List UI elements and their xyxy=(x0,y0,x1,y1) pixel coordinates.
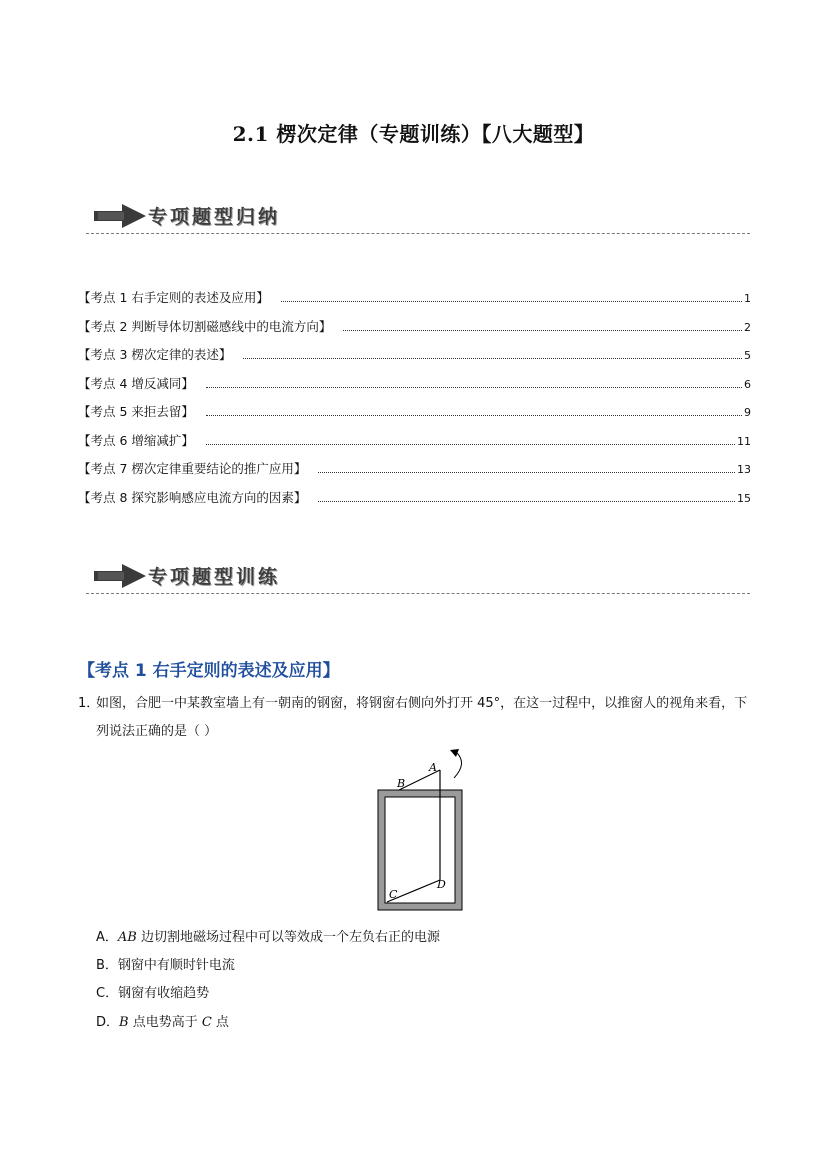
option-text: 点电势高于 xyxy=(128,1015,202,1030)
label-a: A xyxy=(429,761,437,774)
label-c: C xyxy=(389,888,398,901)
training-banner-text: 专项题型训练 xyxy=(148,566,281,588)
toc-item[interactable] xyxy=(78,488,751,517)
arrow-right-icon xyxy=(94,564,146,588)
toc-item-page: 9 xyxy=(744,406,751,419)
option-text: 钢窗中有顺时针电流 xyxy=(117,958,235,973)
toc-item-page: 2 xyxy=(744,320,751,334)
option-text: 点 xyxy=(211,1015,229,1030)
toc-item-label: 【考点 5 来拒去留】 xyxy=(78,404,194,419)
question-number: 1． xyxy=(78,696,100,711)
toc-item[interactable] xyxy=(78,317,751,346)
toc-item-label: 【考点 7 楞次定律重要结论的推广应用】 xyxy=(78,461,307,476)
toc-leader xyxy=(318,501,735,502)
option-d[interactable] xyxy=(96,1011,229,1030)
option-text: 边切割地磁场过程中可以等效成一个左负右正的电源 xyxy=(136,930,440,945)
toc-item-page: 13 xyxy=(737,463,751,476)
toc-leader xyxy=(318,472,735,473)
toc-leader xyxy=(281,301,742,302)
option-var: C xyxy=(201,1015,212,1030)
option-letter: D． xyxy=(96,1015,120,1030)
option-letter: C． xyxy=(96,986,119,1001)
toc-item[interactable] xyxy=(78,345,751,374)
summary-banner-text: 专项题型归纳 xyxy=(148,206,281,228)
banner-divider xyxy=(86,233,750,234)
section-heading: 【考点 1 右手定则的表述及应用】 xyxy=(78,661,340,681)
summary-banner xyxy=(86,196,750,236)
question-1 xyxy=(78,690,758,746)
toc-item-page: 11 xyxy=(737,434,751,448)
option-c[interactable] xyxy=(96,982,209,1001)
page-title: 2.1 楞次定律（专题训练）【八大题型】 xyxy=(232,122,595,146)
toc-item[interactable] xyxy=(78,459,751,488)
toc-item-page: 5 xyxy=(744,349,751,362)
option-var: AB xyxy=(117,930,137,945)
arrow-right-icon xyxy=(94,204,146,228)
toc-item-label: 【考点 1 右手定则的表述及应用】 xyxy=(78,290,269,305)
toc-leader xyxy=(206,387,742,388)
toc-item[interactable] xyxy=(78,402,751,431)
banner-divider xyxy=(86,593,750,594)
option-var: B xyxy=(119,1015,129,1030)
label-b: B xyxy=(397,777,406,790)
toc-item-label: 【考点 8 探究影响感应电流方向的因素】 xyxy=(78,489,307,505)
toc-leader xyxy=(343,330,742,331)
toc-item-label: 【考点 2 判断导体切割磁感线中的电流方向】 xyxy=(78,318,332,334)
option-b[interactable] xyxy=(96,954,235,973)
toc-item-page: 15 xyxy=(737,491,751,505)
toc-item[interactable] xyxy=(78,288,751,317)
table-of-contents xyxy=(78,288,751,516)
toc-item-label: 【考点 3 楞次定律的表述】 xyxy=(78,347,232,362)
toc-leader xyxy=(206,444,735,445)
toc-item[interactable] xyxy=(78,374,751,403)
training-banner xyxy=(86,556,750,596)
option-text: 钢窗有收缩趋势 xyxy=(118,986,210,1001)
toc-item-label: 【考点 6 增缩减扩】 xyxy=(78,432,194,448)
steel-window-figure xyxy=(366,745,476,913)
toc-item-label: 【考点 4 增反减同】 xyxy=(78,375,194,391)
toc-item[interactable] xyxy=(78,431,751,460)
label-d: D xyxy=(437,878,446,891)
toc-leader xyxy=(206,415,742,416)
question-text: 如图，合肥一中某教室墙上有一朝南的钢窗，将钢窗右侧向外打开 45°，在这一过程中，以推窗人的视角来看，下列说法正确的是（ ） xyxy=(96,696,748,739)
option-letter: A． xyxy=(96,930,118,945)
toc-item-page: 6 xyxy=(744,377,751,391)
option-a[interactable] xyxy=(96,926,440,945)
toc-leader xyxy=(243,358,742,359)
toc-item-page: 1 xyxy=(744,292,751,305)
option-letter: B． xyxy=(96,958,118,973)
